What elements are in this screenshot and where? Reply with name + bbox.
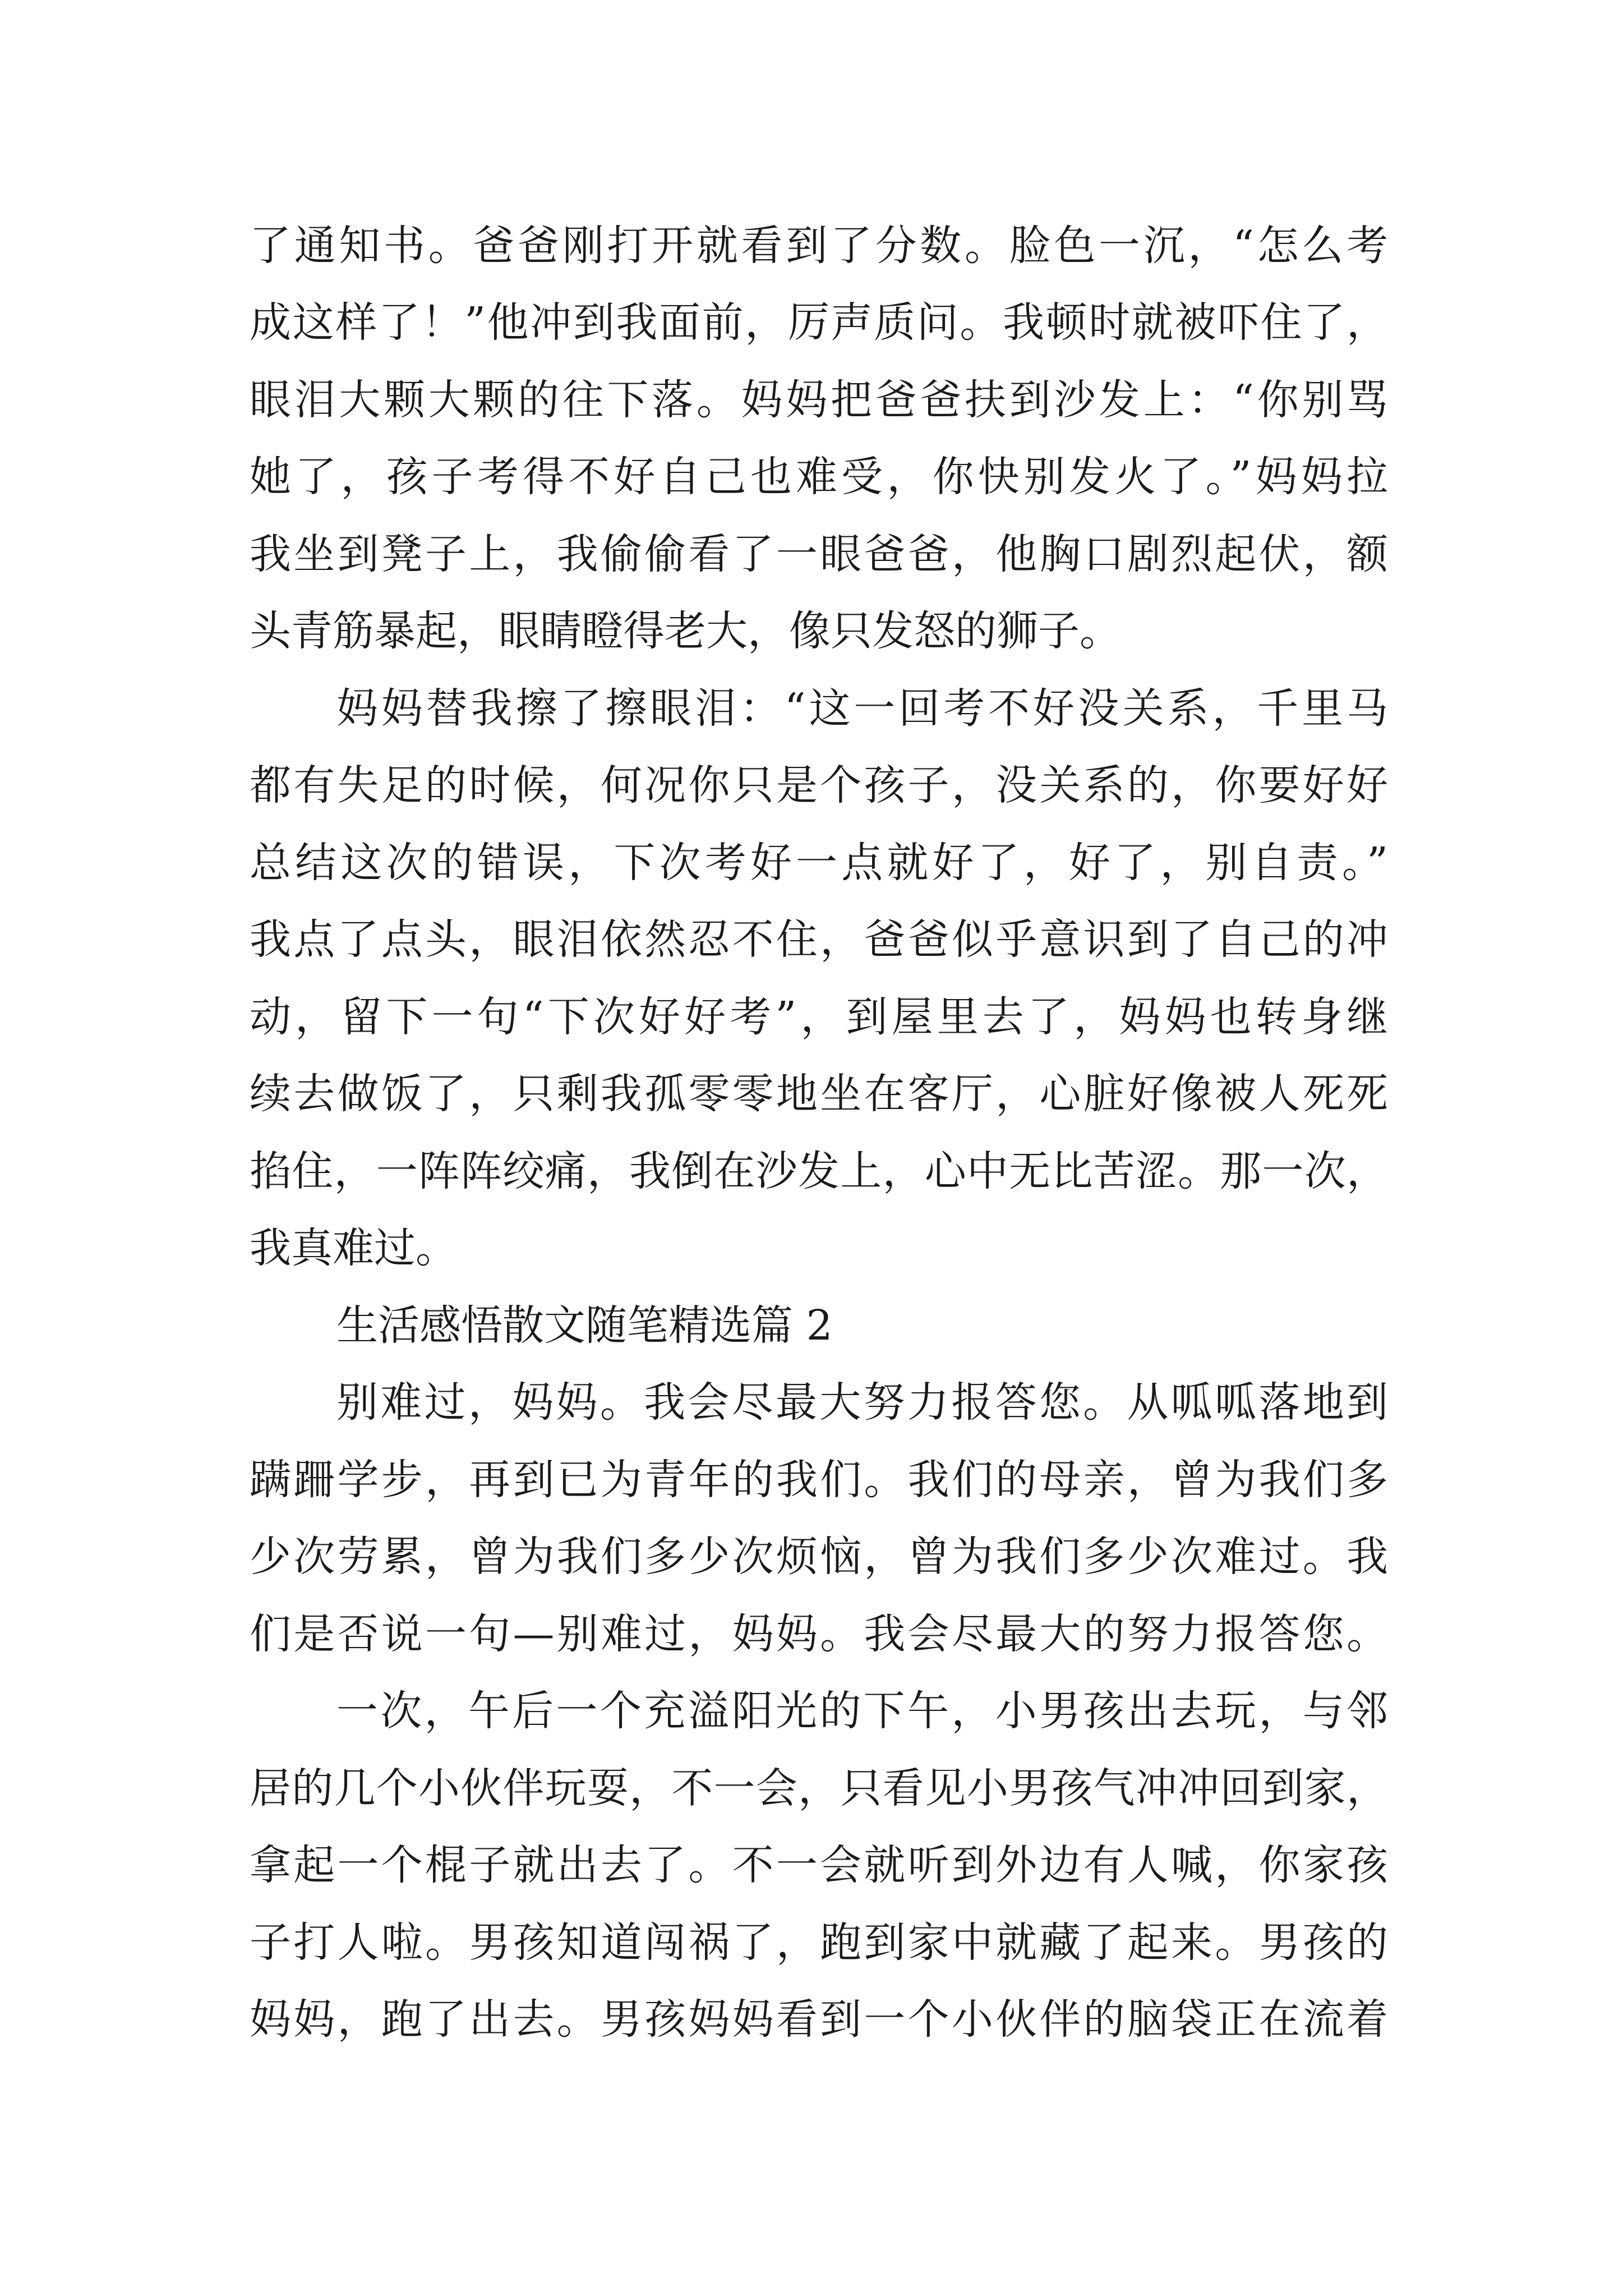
text-line: 一次，午后一个充溢阳光的下午，小男孩出去玩，与邻 <box>336 1687 1388 1735</box>
text-line: 她了，孩子考得不好自己也难受，你快别发火了。”妈妈拉 <box>250 453 1388 501</box>
text-line: 居的几个小伙伴玩耍，不一会，只看见小男孩气冲冲回到家， <box>250 1764 1388 1812</box>
section-heading: 生活感悟散文随笔精选篇 2 <box>336 1301 833 1350</box>
text-line: 掐住，一阵阵绞痛，我倒在沙发上，心中无比苦涩。那一次， <box>250 1147 1388 1195</box>
text-line: 蹒跚学步，再到已为青年的我们。我们的母亲，曾为我们多 <box>250 1456 1388 1504</box>
text-line: 都有失足的时候，何况你只是个孩子，没关系的，你要好好 <box>250 761 1388 809</box>
text-line: 少次劳累，曾为我们多少次烦恼，曾为我们多少次难过。我 <box>250 1533 1388 1581</box>
text-line: 我坐到凳子上，我偷偷看了一眼爸爸，他胸口剧烈起伏，额 <box>250 530 1388 578</box>
text-line: 我真难过。 <box>250 1224 457 1272</box>
text-line: 妈妈，跑了出去。男孩妈妈看到一个小伙伴的脑袋正在流着 <box>250 1995 1388 2044</box>
text-line: 了通知书。爸爸刚打开就看到了分数。脸色一沉，“怎么考 <box>250 222 1388 270</box>
text-line: 子打人啦。男孩知道闯祸了，跑到家中就藏了起来。男孩的 <box>250 1918 1388 1967</box>
text-line: 头青筋暴起，眼睛瞪得老大，像只发怒的狮子。 <box>250 607 1121 655</box>
text-line: 拿起一个棍子就出去了。不一会就听到外边有人喊，你家孩 <box>250 1841 1388 1889</box>
text-line: 成这样了！”他冲到我面前，厉声质问。我顿时就被吓住了， <box>250 298 1388 347</box>
text-line: 眼泪大颗大颗的往下落。妈妈把爸爸扶到沙发上：“你别骂 <box>250 376 1388 424</box>
text-line: 动，留下一句“下次好好考”，到屋里去了，妈妈也转身继 <box>250 993 1388 1041</box>
text-line: 续去做饭了，只剩我孤零零地坐在客厅，心脏好像被人死死 <box>250 1070 1388 1118</box>
text-line: 别难过，妈妈。我会尽最大努力报答您。从呱呱落地到 <box>336 1378 1388 1427</box>
text-line: 妈妈替我擦了擦眼泪：“这一回考不好没关系，千里马 <box>336 684 1388 733</box>
text-line: 们是否说一句—别难过，妈妈。我会尽最大的努力报答您。 <box>250 1610 1388 1658</box>
text-line: 总结这次的错误，下次考好一点就好了，好了，别自责。” <box>250 839 1388 887</box>
text-line: 我点了点头，眼泪依然忍不住，爸爸似乎意识到了自己的冲 <box>250 915 1388 964</box>
